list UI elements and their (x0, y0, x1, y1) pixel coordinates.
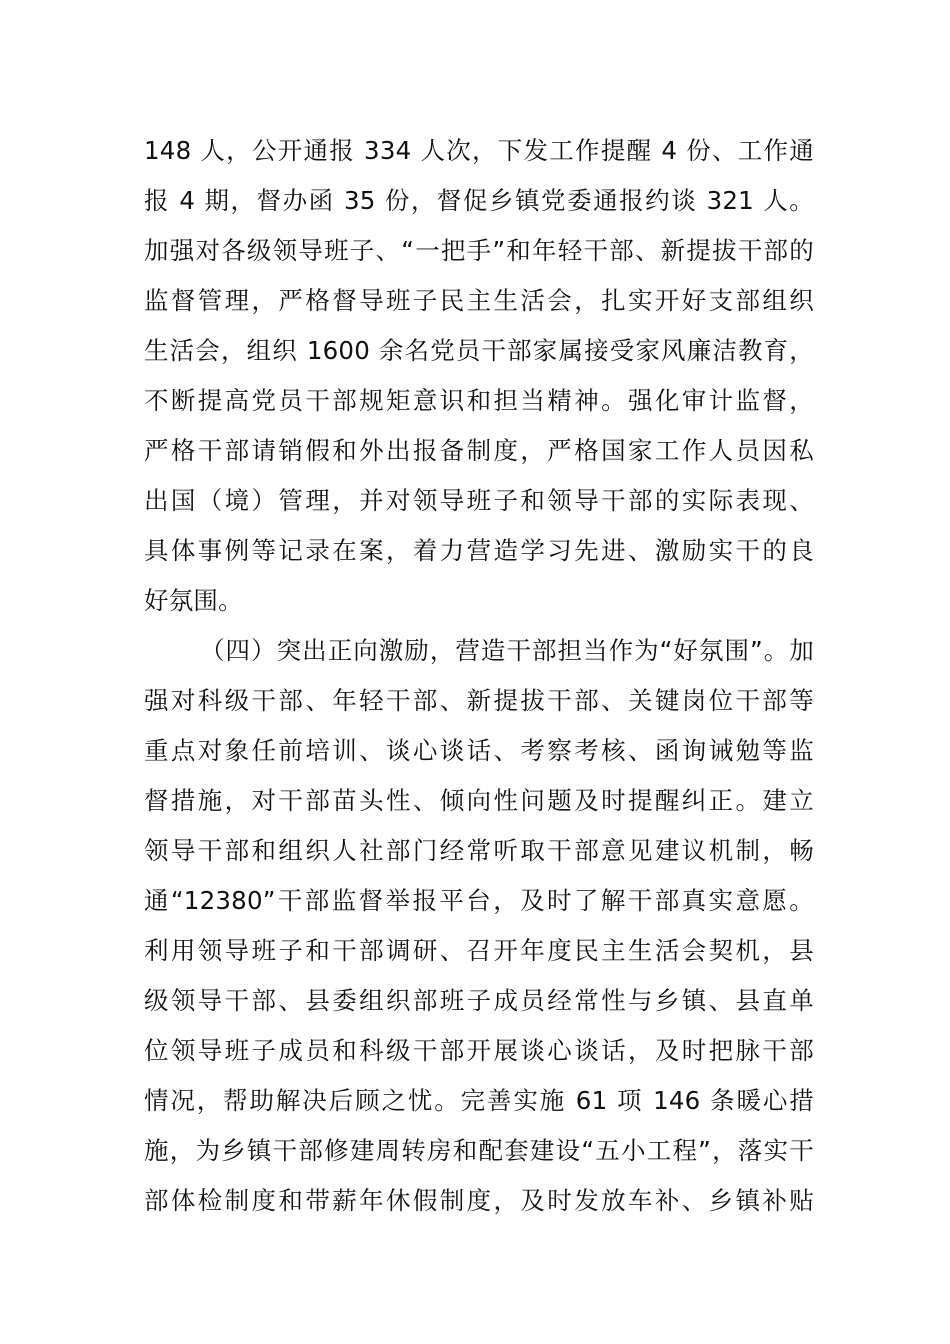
text-line: 严格干部请销假和外出报备制度，严格国家工作人员因私 (144, 436, 814, 465)
text-line: 148 人，公开通报 334 人次，下发工作提醒 4 份、工作通 (144, 136, 814, 165)
paragraph-end-line: 好氛围。 (144, 586, 243, 615)
text-line: 出国（境）管理，并对领导班子和领导干部的实际表现、 (144, 486, 814, 515)
text-line: 利用领导班子和干部调研、召开年度民主生活会契机，县 (144, 936, 814, 965)
text-line: 位领导班子成员和科级干部开展谈心谈话，及时把脉干部 (144, 1036, 814, 1065)
text-line: 施，为乡镇干部修建周转房和配套建设“五小工程”，落实干 (144, 1136, 814, 1165)
text-line: 强对科级干部、年轻干部、新提拔干部、关键岗位干部等 (144, 686, 814, 715)
text-line: 部体检制度和带薪年休假制度，及时发放车补、乡镇补贴 (144, 1186, 814, 1215)
text-line: 不断提高党员干部规矩意识和担当精神。强化审计监督， (144, 386, 814, 415)
text-line: 加强对各级领导班子、“一把手”和年轻干部、新提拔干部的 (144, 236, 814, 265)
text-line: 通“12380”干部监督举报平台，及时了解干部真实意愿。 (144, 886, 814, 915)
text-line: 具体事例等记录在案，着力营造学习先进、激励实干的良 (144, 536, 814, 565)
text-line: 级领导干部、县委组织部班子成员经常性与乡镇、县直单 (144, 986, 814, 1015)
text-line: 情况，帮助解决后顾之忧。完善实施 61 项 146 条暖心措 (144, 1086, 814, 1115)
text-line: 领导干部和组织人社部门经常听取干部意见建议机制，畅 (144, 836, 814, 865)
text-line: 督措施，对干部苗头性、倾向性问题及时提醒纠正。建立 (144, 786, 814, 815)
body-text (144, 126, 814, 1226)
text-line: 重点对象任前培训、谈心谈话、考察考核、函询诫勉等监 (144, 736, 814, 765)
text-line: 报 4 期，督办函 35 份，督促乡镇党委通报约谈 321 人。 (144, 186, 814, 215)
text-line: 生活会，组织 1600 余名党员干部家属接受家风廉洁教育， (144, 336, 814, 365)
section-heading-line: （四）突出正向激励，营造干部担当作为“好氛围”。加 (200, 636, 814, 665)
text-line: 监督管理，严格督导班子民主生活会，扎实开好支部组织 (144, 286, 814, 315)
